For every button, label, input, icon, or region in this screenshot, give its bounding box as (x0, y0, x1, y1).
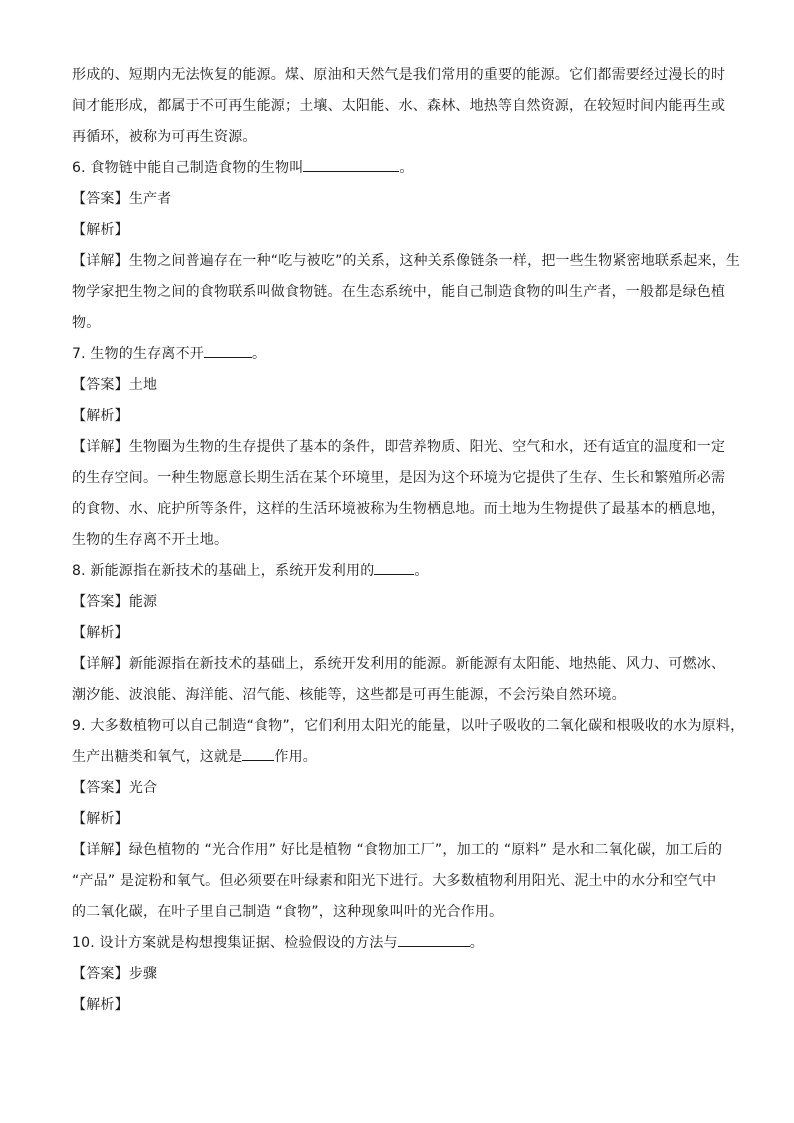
detail-line (72, 835, 722, 866)
answer-blank (398, 930, 470, 947)
detail-line (72, 246, 741, 277)
detail-tag: 【详解】 (72, 656, 129, 672)
detail-text: 新能源指在新技术的基础上，系统开发利用的能源。新能源有太阳能、地热能、风力、可燃冰、 (128, 656, 726, 672)
question-9: 9. 大多数植物可以自己制造“食物”，它们利用太阳光的能量，以叶子吸收的二氧化碳和根吸收的水为原料， (72, 718, 745, 734)
detail-tag: 【详解】 (72, 439, 129, 455)
answer-blank (303, 155, 399, 172)
question-8 (72, 556, 722, 587)
answer-text: 光合 (128, 780, 158, 796)
question-punct: 。 (469, 935, 484, 951)
detail-line: “产品” 是淀粉和氧气。但必须要在叶绿素和阳光下进行。大多数植物利用阳光、泥土中的水分和空气中 (72, 873, 717, 889)
detail-line (72, 649, 726, 680)
document-page (72, 60, 745, 1021)
detail-line (72, 432, 726, 463)
detail-line: 的二氧化碳，在叶子里自己制造 “食物”，这种现象叫叶的光合作用。 (72, 904, 504, 920)
detail-line: 物。 (72, 315, 101, 331)
question-punct: 。 (399, 160, 414, 176)
detail-line: 的食物、水、庇护所等条件，这样的生活环境被称为生物栖息地。而土地为生物提供了最基本的栖息地， (72, 501, 726, 517)
answer-text: 步骤 (128, 966, 158, 982)
analysis-tag: 【解析】 (72, 997, 129, 1013)
question-text: 10. 设计方案就是构想搜集证据、检验假设的方法与 (72, 935, 398, 951)
question-punct: 。 (252, 346, 267, 362)
detail-tag: 【详解】 (72, 253, 129, 269)
detail-text: 绿色植物的 “光合作用” 好比是植物 “食物加工厂”，加工的 “原料” 是水和二氧化碳，加工后的 (128, 842, 723, 858)
question-punct: 。 (414, 563, 429, 579)
question-7 (72, 339, 722, 370)
detail-line: 物学家把生物之间的食物联系叫做食物链。在生态系统中，能自己制造食物的叫生产者，一般都是绿色植 (72, 284, 726, 300)
analysis-tag: 【解析】 (72, 811, 129, 827)
question-punct: 作用。 (274, 749, 318, 765)
paragraph-line: 间才能形成，都属于不可再生能源；土壤、太阳能、水、森林、地热等自然资源，在较短时间内能再生或 (72, 98, 726, 114)
question-text: 7. 生物的生存离不开 (72, 346, 205, 362)
detail-line: 生物的生存离不开土地。 (72, 532, 229, 548)
answer-text: 生产者 (128, 191, 172, 207)
detail-line: 潮汐能、波浪能、海洋能、沼气能、核能等，这些都是可再生能源，不会污染自然环境。 (72, 687, 626, 703)
question-text: 8. 新能源指在新技术的基础上，系统开发利用的 (72, 563, 375, 579)
answer-tag: 【答案】 (72, 966, 129, 982)
answer-text: 能源 (128, 594, 158, 610)
answer-line (72, 773, 722, 804)
question-text: 生产出糖类和氧气，这就是 (72, 749, 243, 765)
question-10 (72, 928, 722, 959)
answer-tag: 【答案】 (72, 594, 129, 610)
answer-tag: 【答案】 (72, 377, 129, 393)
answer-tag: 【答案】 (72, 191, 129, 207)
question-text: 6. 食物链中能自己制造食物的生物叫 (72, 160, 304, 176)
answer-line (72, 587, 722, 618)
answer-blank (204, 341, 252, 358)
detail-tag: 【详解】 (72, 842, 129, 858)
answer-line (72, 959, 722, 990)
question-6 (72, 153, 722, 184)
paragraph-line: 再循环，被称为可再生资源。 (72, 129, 257, 145)
paragraph-line: 形成的、短期内无法恢复的能源。煤、原油和天然气是我们常用的重要的能源。它们都需要经过漫长的时 (72, 67, 726, 83)
answer-line (72, 370, 722, 401)
detail-text: 生物圈为生物的生存提供了基本的条件，即营养物质、阳光、空气和水，还有适宜的温度和一定 (128, 439, 726, 455)
answer-blank (242, 744, 274, 761)
answer-blank (374, 558, 414, 575)
analysis-tag: 【解析】 (72, 222, 129, 238)
answer-text: 土地 (128, 377, 158, 393)
answer-tag: 【答案】 (72, 780, 129, 796)
detail-line: 的生存空间。一种生物愿意长期生活在某个环境里，是因为这个环境为它提供了生存、生长和繁殖所必需 (72, 470, 726, 486)
analysis-tag: 【解析】 (72, 408, 129, 424)
detail-text: 生物之间普遍存在一种“吃与被吃”的关系，这种关系像链条一样，把一些生物紧密地联系起来，生 (128, 253, 741, 269)
question-9-cont (72, 742, 722, 773)
answer-line (72, 184, 722, 215)
analysis-tag: 【解析】 (72, 625, 129, 641)
